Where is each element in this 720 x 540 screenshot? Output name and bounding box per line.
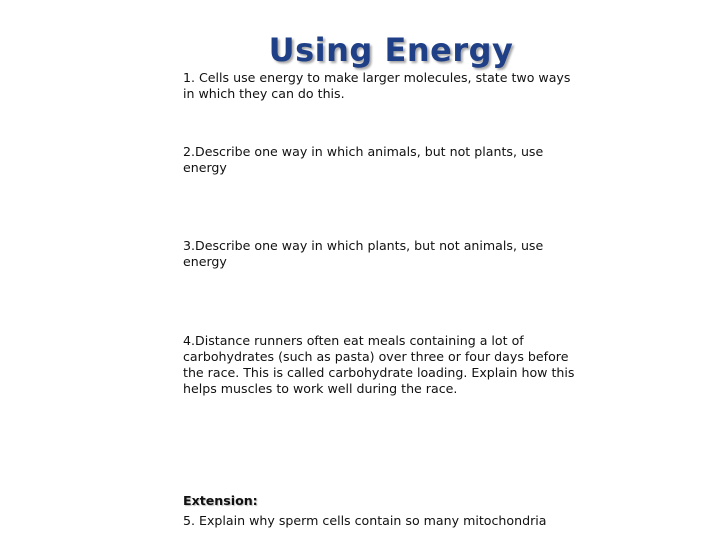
extension-heading: Extension: [183,493,258,508]
question-3: 3.Describe one way in which plants, but not animals, use energy [183,238,544,269]
page-title: Using Energy [268,31,514,70]
question-5: 5. Explain why sperm cells contain so many mitochondria [183,513,547,528]
question-1: 1. Cells use energy to make larger molecules, state two ways in which they can do this. [183,70,571,101]
question-4: 4.Distance runners often eat meals containing a lot of carbohydrates (such as pasta) over three or four days before the race. This is called carbohydrate loading. Explain how this helps muscles to work well during the race. [183,333,575,396]
question-2: 2.Describe one way in which animals, but not plants, use energy [183,144,544,175]
